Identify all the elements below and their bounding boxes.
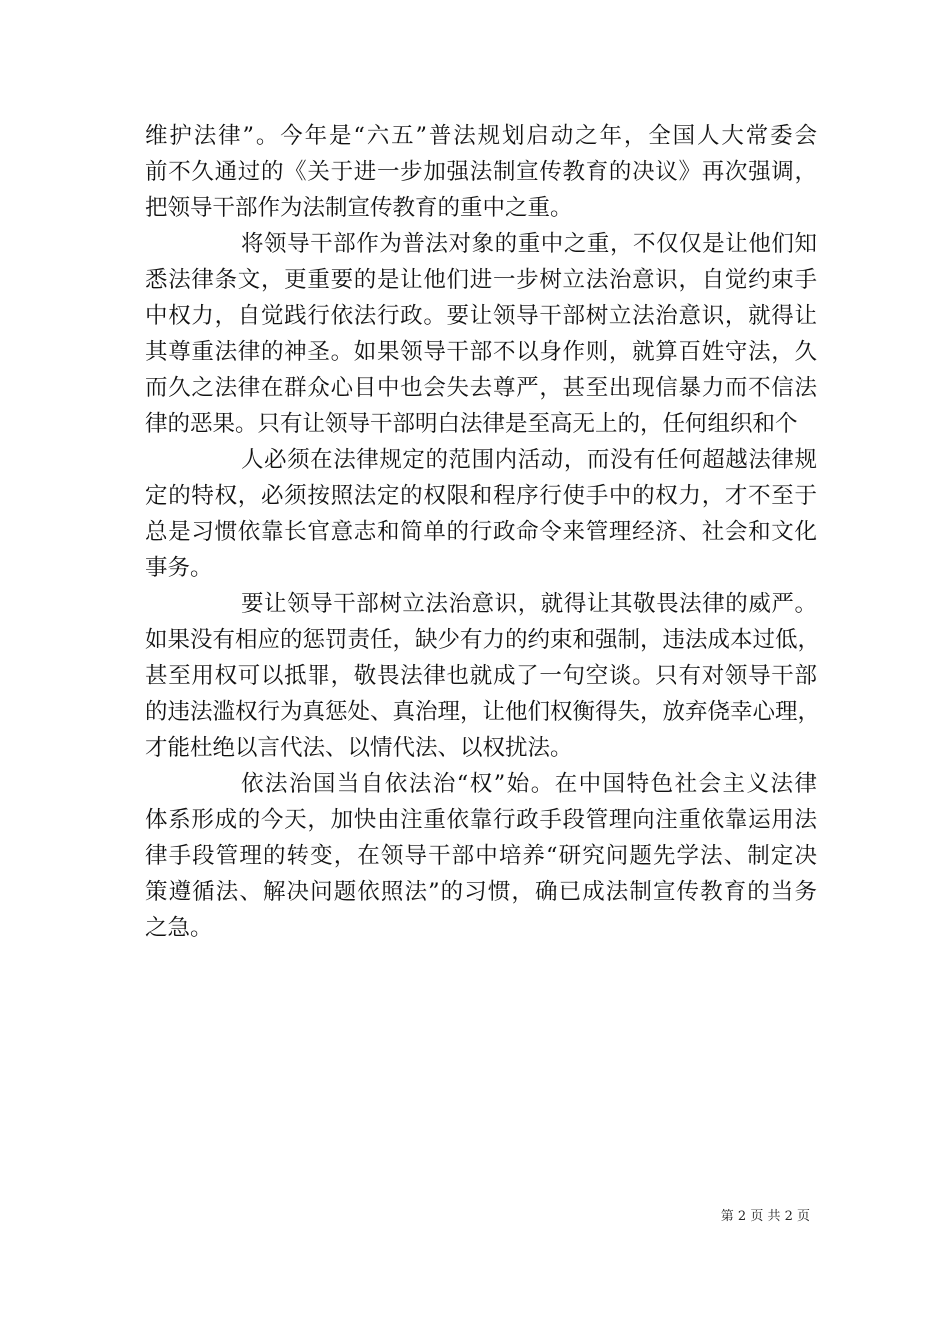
text-line: 维护法律”。今年是“六五”普法规划启动之年，全国人大常委会 (145, 123, 817, 149)
text-line: 而久之法律在群众心目中也会失去尊严，甚至出现信暴力而不信法 (145, 375, 817, 401)
text-line: 策遵循法、解决问题依照法”的习惯，确已成法制宣传教育的当务 (145, 879, 817, 905)
text-line: 定的特权，必须按照法定的权限和程序行使手中的权力，才不至于 (145, 483, 817, 509)
text-line: 之急。 (145, 915, 213, 941)
text-line: 甚至用权可以抵罪，敬畏法律也就成了一句空谈。只有对领导干部 (145, 663, 817, 689)
document-body (145, 118, 821, 946)
paragraph (145, 766, 817, 946)
text-line: 人必须在法律规定的范围内活动，而没有任何超越法律规 (241, 447, 817, 473)
text-line: 如果没有相应的惩罚责任，缺少有力的约束和强制，违法成本过低， (145, 627, 821, 653)
text-line: 前不久通过的《关于进一步加强法制宣传教育的决议》再次强调， (145, 159, 817, 185)
paragraph (145, 118, 817, 226)
text-line: 的违法滥权行为真惩处、真治理，让他们权衡得失，放弃侥幸心理， (145, 699, 821, 725)
text-line: 事务。 (145, 555, 213, 581)
page-number-footer: 第 2 页 共 2 页 (720, 1209, 810, 1224)
text-line: 才能杜绝以言代法、以情代法、以权扰法。 (145, 735, 573, 761)
text-line: 中权力，自觉践行依法行政。要让领导干部树立法治意识，就得让 (145, 303, 817, 329)
text-line: 要让领导干部树立法治意识，就得让其敬畏法律的威严。 (241, 591, 817, 617)
text-line: 把领导干部作为法制宣传教育的重中之重。 (145, 195, 573, 221)
paragraph (145, 226, 817, 442)
text-line: 依法治国当自依法治“权”始。在中国特色社会主义法律 (241, 771, 817, 797)
text-line: 将领导干部作为普法对象的重中之重，不仅仅是让他们知 (241, 231, 817, 257)
text-line: 其尊重法律的神圣。如果领导干部不以身作则，就算百姓守法，久 (145, 339, 817, 365)
text-line: 体系形成的今天，加快由注重依靠行政手段管理向注重依靠运用法 (145, 807, 817, 833)
text-line: 悉法律条文，更重要的是让他们进一步树立法治意识，自觉约束手 (145, 267, 817, 293)
paragraph (145, 442, 817, 586)
text-line: 总是习惯依靠长官意志和简单的行政命令来管理经济、社会和文化 (145, 519, 817, 545)
text-line: 律手段管理的转变，在领导干部中培养“研究问题先学法、制定决 (145, 843, 817, 869)
paragraph (145, 586, 821, 766)
text-line: 律的恶果。只有让领导干部明白法律是至高无上的，任何组织和个 (145, 411, 798, 437)
